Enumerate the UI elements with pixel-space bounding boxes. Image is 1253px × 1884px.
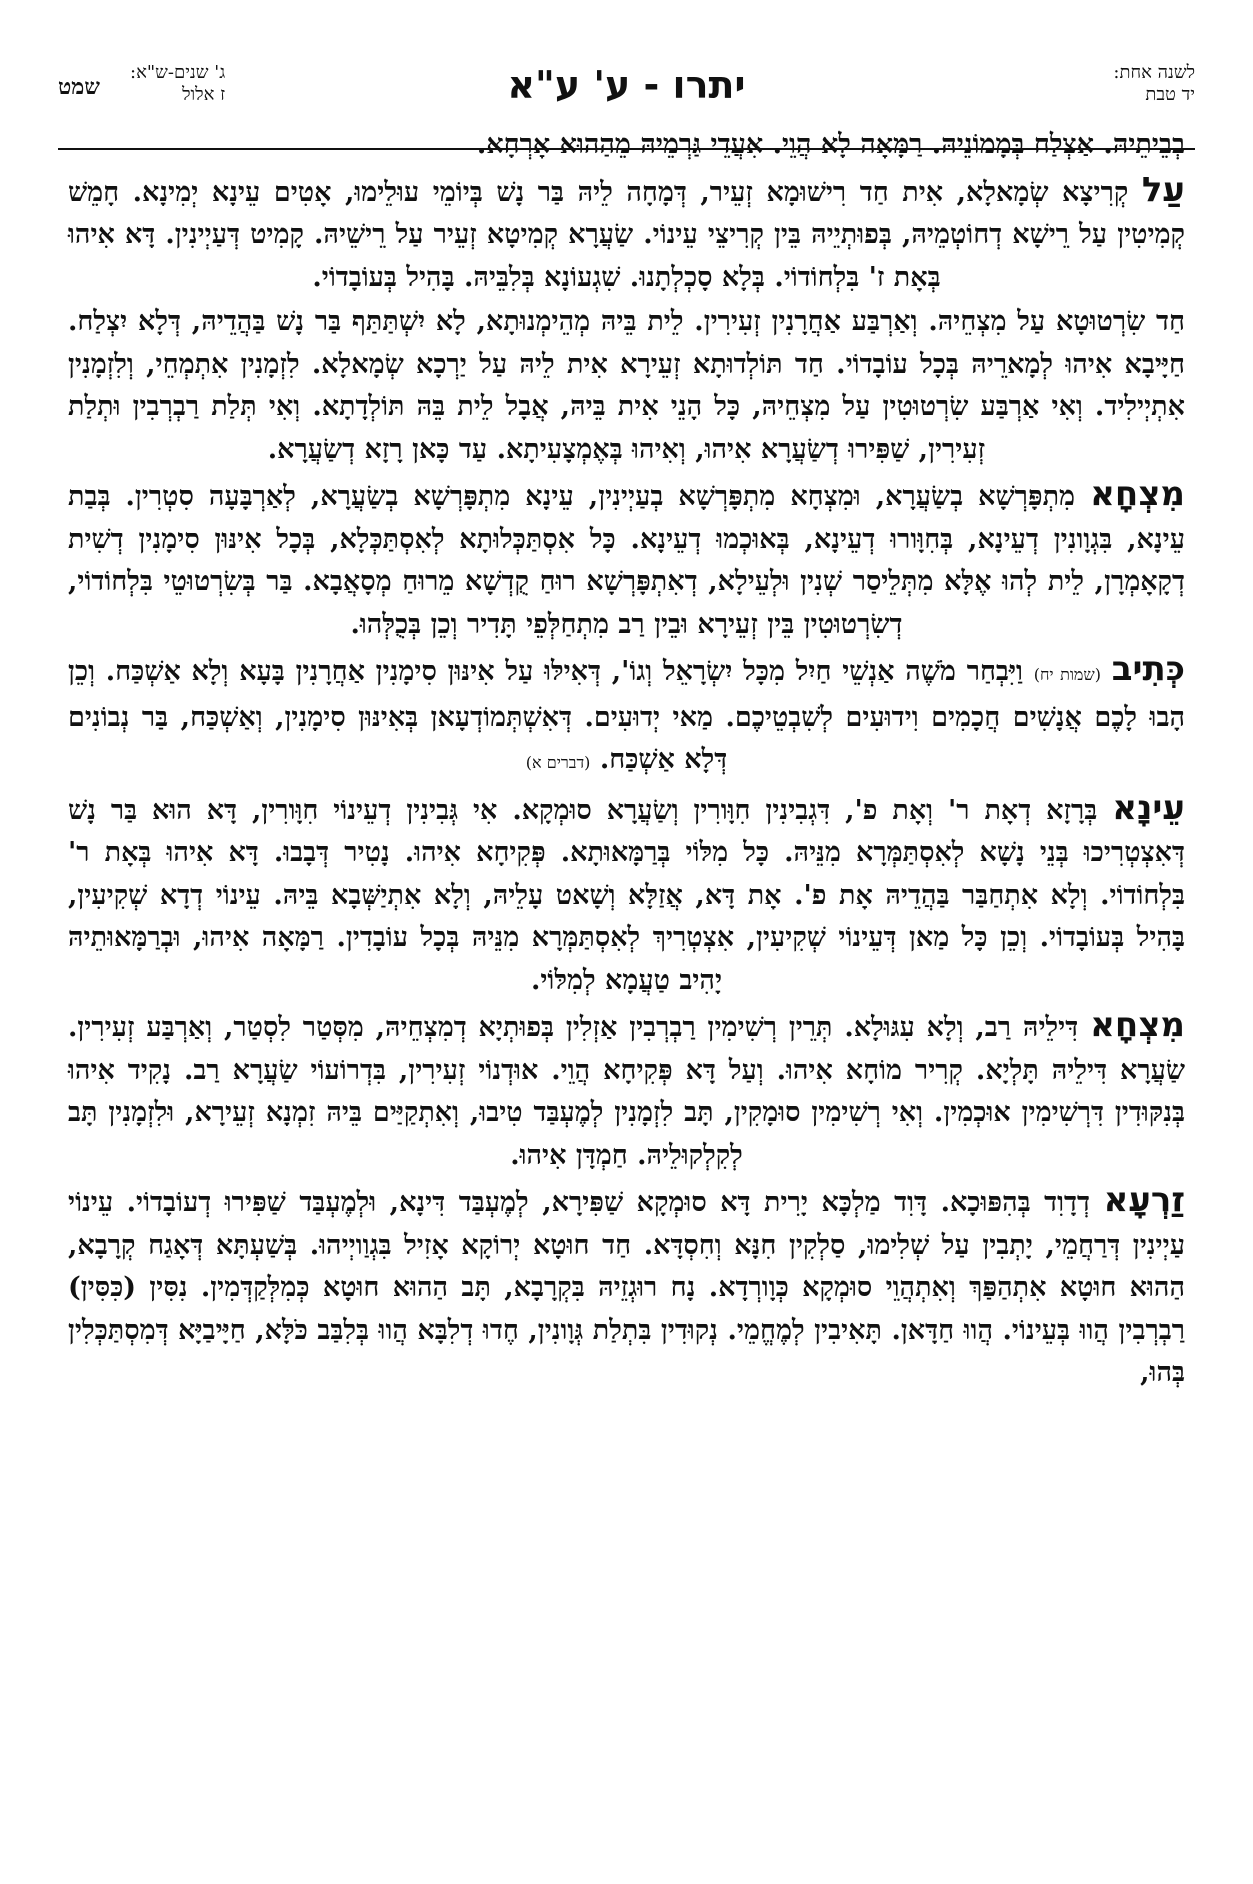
paragraph-6 [68,787,1185,1003]
paragraph-3 [68,301,1185,471]
schedule-one-year-date: יד טבת [1145,84,1195,105]
paragraph-5 [68,648,1185,785]
schedule-one-year-label: לשנה אחת: [1113,62,1195,83]
paragraph-1 [68,124,1185,167]
paragraph-text: חַד שִׂרְטוּטָא עַל מִצְחֵיהּ. וְאַרְבַּע אַחֲרָנִין זְעִירִין. לֵית בֵּיהּ מְהֵימְנוּתָא, לָא יִשְׁתַּתַּף בַּר נָשׁ בַּהֲדֵיהּ, דְּלָא יִצְלַח. חַיָּיבָא אִיהוּ לְמָארֵיהּ בְּכָל עוֹבָדוֹי. חַד תּוֹלְדוּתָא זְעֵירָא אִית לֵיהּ עַל יַרְכָא שְׂמָאלָא. לִזְמָנִין אִתְמְחֵי, וְלִזְמָנִין אִתְיְילִיד. וְאִי אַרְבַּע שִׂרְטוּטִין עַל מִצְחֵיהּ, כָּל הָנֵי אִית בֵּיהּ, אֲבָל לֵית בֵּהּ תּוֹלְדָתָא. וְאִי תְּלַת רַבְרְבִין וּתְלַת זְעִירִין, שַׁפִּירוּ דְשַׂעֲרָא אִיהוּ, וְאִיהוּ בְּאֶמְצָעִיתָא. עַד כָּאן רָזָא דְשַׂעֲרָא. [68,306,1185,465]
paragraph-lead-word: עַל [1141,169,1185,210]
paragraph-text: דִּילֵיהּ רַב, וְלָא עִגּוּלָא. תְּרֵין רְשִׁימִין רַבְרְבִין אַזְלִין בְּפוּתְיָא דְמִצְחֵיהּ, מִסְּטַר לִסְטַר, וְאַרְבַּע זְעִירִין. שַׂעֲרָא דִּילֵיהּ תָּלְיָא. קְרִיר מוֹחָא אִיהוּ. וְעַל דָּא פְּקִיחָא הֲוֵי. אוּדְנוֹי זְעִירִין, בִּדְרוֹעוֹי שַׂעֲרָא רַב. נָקִיד אִיהוּ בְּנִקּוּדִין דִּרְשִׁימִין אוּכְמִין. וְאִי רְשִׁימִין סוּמָקִין, תָּב לִזְמָנִין לְמֶעְבַּד טִיבוּ, וְאִתְקַיַּים בֵּיהּ זִמְנָא זְעֵירָא, וּלִזְמָנִין תָּב לְקִלְקוּלֵיהּ. חַמְדָּן אִיהוּ. [68,1012,1186,1171]
paragraph-text: בְּרָזָא דְאָת ר' וְאָת פ', דִּגְבִינִין חִוָּורִין וְשַׂעֲרָא סוּמְקָא. אִי גְּבִינִין דְעֵינוֹי חִוָּורִין, דָּא הוּא בַּר נָשׁ דְּאִצְטְרִיכוּ בְּנֵי נָשָׁא לְאִסְתַּמְּרָא מִנֵּיהּ. כָּל מִלּוֹי בְּרַמָּאוּתָא. פְּקִיחָא אִיהוּ. נָטִיר דְּבָבוּ. דָּא אִיהוּ בְּאָת ר' בִּלְחוֹדוֹי. וְלָא אִתְחַבַּר בַּהֲדֵיהּ אָת פ'. אָת דָּא, אֲזַלָּא וְשָׁאט עָלֵיהּ, וְלָא אִתְיַשְּׁבָא בֵּיהּ. עֵינוֹי דְדָא שְׁקִיעִין, בָּהִיל בְּעוֹבָדוֹי. וְכֵן כָּל מַאן דְּעֵינוֹי שְׁקִיעִין, אִצְטְרִיךְ לְאִסְתַּמְּרָא מִנֵּיהּ בְּכָל עוֹבָדִין. רַמָּאָה אִיהוּ, וּבְרַמָּאוּתֵיהּ יָהִיב טַעֲמָא לְמִלּוֹי. [68,794,1185,996]
paragraph-text: וַיִּבְחַר מֹשֶׁה אַנְשֵׁי חַיִל מִכָּל יִשְׂרָאֵל וְגוֹ', דְּאִילּוּ עַל אִינּוּן סִימָנִין אַחֲרָנִין בָּעָא וְלָא אַשְׁכַּח. וְכֵן הָבוּ לָכֶם אֲנָשִׁים חֲכָמִים וִידוּעִים לְשִׁבְטֵיכֶם. מַאי יְדוּעִים. דְּאִשְׁתְּמוֹדְעָאן בְּאִינּוּן סִימָנִין, וְאַשְׁכַּח, בַּר נְבוֹנִים דְּלָא אַשְׁכַּח. [68,656,1185,775]
page-title: יתרו - ע' ע"א [507,63,746,107]
paragraph-7 [68,1004,1185,1177]
paragraph-lead-word: זַרְעָא [1103,1180,1185,1220]
schedule-three-years [130,62,225,106]
paragraph-lead-word: כְּתִיב [1111,649,1185,689]
page-code: שמט [58,74,100,100]
schedule-three-years-date: ז אלול [182,84,226,105]
paragraph-lead-word: מִצְחָא [1090,474,1185,514]
scripture-reference: (שמות יח) [1033,665,1101,684]
paragraph-8 [68,1179,1185,1395]
paragraph-2 [68,169,1185,300]
scripture-reference: (דברים א) [525,753,591,772]
paragraph-lead-word: עֵינָא [1112,787,1185,828]
paragraph-text: דְדָוִד בְּהִפּוּכָא. דָּוִד מַלְכָּא יָרִית דָּא סוּמְקָא שַׁפִּירָא, לְמֶעְבַּד דִּינָא, וּלְמֶעְבַּד שַׁפִּירוּ דְעוֹבָדוֹי. עֵינוֹי עַיְינִין דְּרַחֲמֵי, יָתְבִין עַל שְׁלִימוּ, סַלְקִין חִנָּא וְחִסְדָּא. חַד חוּטָא יְרוֹקָא אָזִיל בִּגְוַויְיהוּ. בְּשַׁעְתָּא דְּאָגַח קְרָבָא, הַהוּא חוּטָא אִתְהַפַּךְ וְאִתְהֲוֵי סוּמְקָא כְּוָורְדָא. נָח רוּגְזֵיהּ בִּקְרָבָא, תָּב הַהוּא חוּטָא כְּמִלְּקַדְּמִין. נִסִּין (כִּסִּין) רַבְרְבִין הֲווּ בְּעֵינוֹי. הֲווּ חַדָּאן. תָּאִיבִין לְמֶחֱמֵי. נְקוּדִין בִּתְלַת גְּוָונִין, חֶדוּ דְלִבָּא הֲווּ בְּלִבַּב כֹּלָּא, חַיָּיבַיָּא דְּמִסְתַּכְּלִין בְּהוּ, [68,1187,1185,1388]
schedule-three-years-label: ג' שנים-ש"א: [130,62,226,83]
text-body [68,124,1185,1397]
paragraph-text: מִתְפָּרְשָׁא בְשַׂעֲרָא, וּמִצְחָא מִתְפָּרְשָׁא בְעַיְינִין, עֵינָא מִתְפָּרְשָׁא בְשַׂעֲרָא, לְאַרְבָּעָה סִטְרִין. בְּבַת עֵינָא, בִּגְוָונִין דְעֵינָא, בְּחִוָּורוּ דְעֵינָא, בְּאוּכְמוּ דְעֵינָא. כָּל אִסְתַּכְּלוּתָא לְאִסְתַּכְּלָא, בְּכָל אִינּוּן סִימָנִין דְשִׁית דְקָאָמְרָן, לֵית לְהוּ אֶלָּא מִתְּלֵיסַר שְׁנִין וּלְעֵילָא, דְאִתְפָּרְשָׁא רוּחַ קֻדְשָׁא מֵרוּחַ מְסָאֲבָא. בַּר בְּשִׂרְטוּטֵי בִּלְחוֹדוֹי, דְשִׂרְטוּטִין בֵּין זְעֵירָא וּבֵין רַב מִתְחַלְּפֵי תָּדִיר וְכֵן בְּכֻלְּהוּ. [68,481,1185,640]
paragraph-text: קְרִיצָא שְׂמָאלָא, אִית חַד רִישׁוּמָא זְעֵיר, דְּמָחָה לֵיהּ בַּר נָשׁ בְּיוֹמֵי עוּלֵימוּ, אָטִים עֵינָא יְמִינָא. חָמֵשׁ קְמִיטִין עַל רֵישָׁא דְחוֹטְמֵיהּ, בְּפוּתְיֵיהּ בֵּין קְרִיצֵי עֵינוֹי. שַׂעֲרָא קְמִיטָא זְעֵיר עַל רֵישֵׁיהּ. קָמִיט דְּעַיְינִין. דָּא אִיהוּ בְּאָת ז' בִּלְחוֹדוֹי. בְּלָא סָכְלְתָנוּ. שִׁגְעוֹנָא בְּלִבֵּיהּ. בָּהִיל בְּעוֹבָדוֹי. [68,176,1185,293]
paragraph-lead-word: מִצְחָא [1090,1005,1185,1045]
paragraph-4 [68,473,1185,646]
paragraph-text: בְבֵיתֵיהּ. אַצְלַח בְּמָמוֹנֵיהּ. רַמָּאָה לָא הֲוֵי. אִעֲדֵי גַּרְמֵיהּ מֵהַהוּא אָרְחָא. [476,129,1185,160]
